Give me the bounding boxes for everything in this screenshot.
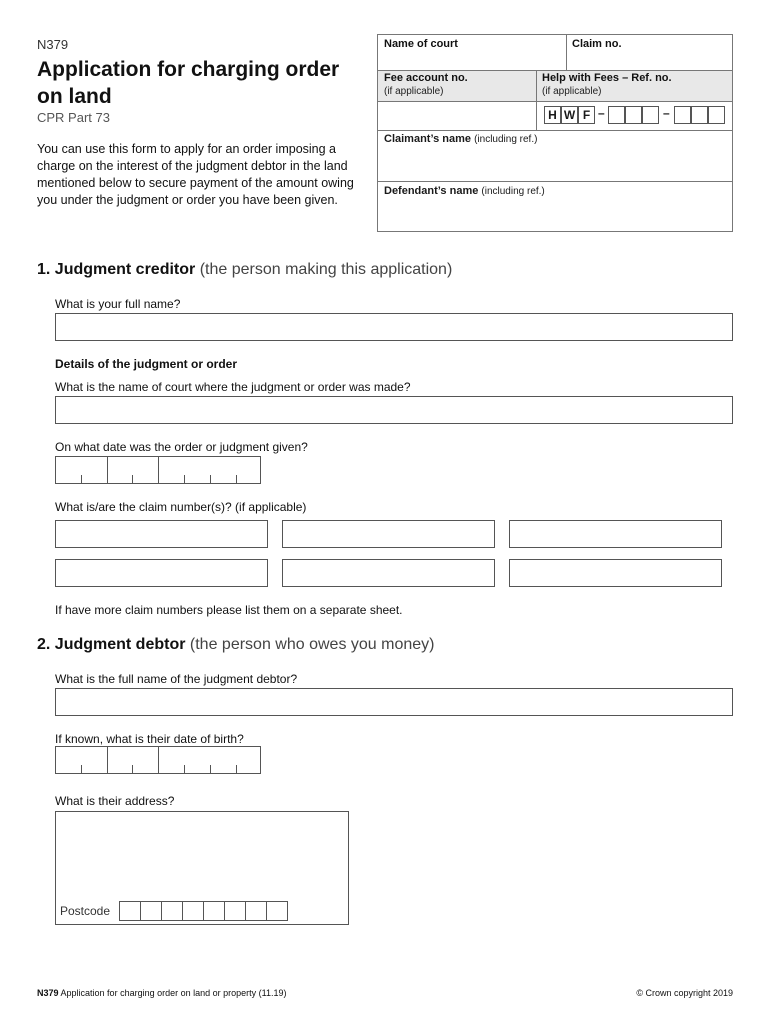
hwf-letter-w: W (561, 106, 578, 124)
hwf-letter-h: H (544, 106, 561, 124)
debtor-address-input[interactable] (55, 811, 349, 925)
footer-text: Application for charging order on land or property (11.19) (60, 988, 287, 998)
claim-number-input[interactable] (509, 520, 722, 548)
help-with-fees-sub: (if applicable) (542, 86, 602, 97)
debtor-address-question: What is their address? (55, 794, 175, 808)
debtor-name-question: What is the full name of the judgment debtor? (55, 672, 298, 686)
claimant-name-sub: (including ref.) (474, 134, 538, 145)
details-heading: Details of the judgment or order (55, 357, 238, 371)
postcode-cell[interactable] (119, 901, 141, 921)
hwf-input-cell[interactable] (608, 106, 625, 124)
hwf-dash: – (598, 106, 605, 120)
section-1-heading (37, 261, 452, 279)
order-date-input[interactable] (55, 456, 261, 484)
fee-account-input[interactable] (379, 102, 535, 129)
postcode-cell[interactable] (245, 901, 267, 921)
postcode-cell[interactable] (203, 901, 225, 921)
court-made-input[interactable] (55, 396, 733, 424)
claim-number-input[interactable] (282, 520, 495, 548)
hwf-dash: – (663, 106, 670, 120)
claim-number-input[interactable] (282, 559, 495, 587)
name-of-court-label: Name of court (384, 38, 458, 50)
postcode-cell[interactable] (140, 901, 162, 921)
section-1-aside: (the person making this application) (199, 261, 453, 278)
footer-form-info (37, 988, 287, 998)
hwf-input-cell[interactable] (691, 106, 708, 124)
footer-code: N379 (37, 988, 59, 998)
section-2-heading (37, 636, 434, 654)
defendant-name-field[interactable] (384, 185, 545, 197)
hwf-input-cell[interactable] (674, 106, 691, 124)
footer-copyright: © Crown copyright 2019 (636, 988, 733, 998)
fee-account-label: Fee account no. (384, 72, 468, 84)
section-2-title: 2. Judgment debtor (37, 636, 186, 653)
defendant-name-label: Defendant’s name (384, 185, 479, 197)
claimant-name-label: Claimant’s name (384, 133, 472, 145)
hwf-letter-f: F (578, 106, 595, 124)
page-title: Application for charging order on land (37, 58, 340, 108)
postcode-cell[interactable] (161, 901, 183, 921)
claim-number-input[interactable] (55, 559, 268, 587)
postcode-cell[interactable] (266, 901, 288, 921)
section-1-title: 1. Judgment creditor (37, 261, 196, 278)
help-with-fees-label: Help with Fees – Ref. no. (542, 72, 672, 84)
more-claims-note: If have more claim numbers please list them on a separate sheet. (55, 603, 403, 617)
hwf-input-cell[interactable] (708, 106, 725, 124)
claim-number-input[interactable] (55, 520, 268, 548)
postcode-cell[interactable] (224, 901, 246, 921)
cpr-reference: CPR Part 73 (37, 110, 110, 125)
claimant-name-field[interactable] (384, 133, 537, 145)
postcode-label: Postcode (60, 904, 111, 918)
hwf-input-cell[interactable] (625, 106, 642, 124)
debtor-name-input[interactable] (55, 688, 733, 716)
intro-text: You can use this form to apply for an order imposing a charge on the interest of the judgment debtor in the land mentioned below to secure payment of the amount owing you under the judgment or order you have been given. (37, 142, 354, 207)
debtor-dob-input[interactable] (55, 746, 261, 774)
form-code: N379 (37, 37, 69, 52)
court-made-question: What is the name of court where the judgment or order was made? (55, 380, 411, 394)
defendant-name-sub: (including ref.) (481, 186, 545, 197)
postcode-cell[interactable] (182, 901, 204, 921)
section-2-aside: (the person who owes you money) (189, 636, 435, 653)
claim-numbers-question: What is/are the claim number(s)? (if applicable) (55, 500, 307, 514)
court-details-table (377, 34, 733, 232)
order-date-question: On what date was the order or judgment given? (55, 440, 308, 454)
claim-no-label: Claim no. (572, 38, 622, 50)
fee-account-sub: (if applicable) (384, 86, 444, 97)
claim-number-input[interactable] (509, 559, 722, 587)
creditor-name-input[interactable] (55, 313, 733, 341)
creditor-name-question: What is your full name? (55, 297, 181, 311)
hwf-input-cell[interactable] (642, 106, 659, 124)
debtor-dob-question: If known, what is their date of birth? (55, 732, 244, 746)
